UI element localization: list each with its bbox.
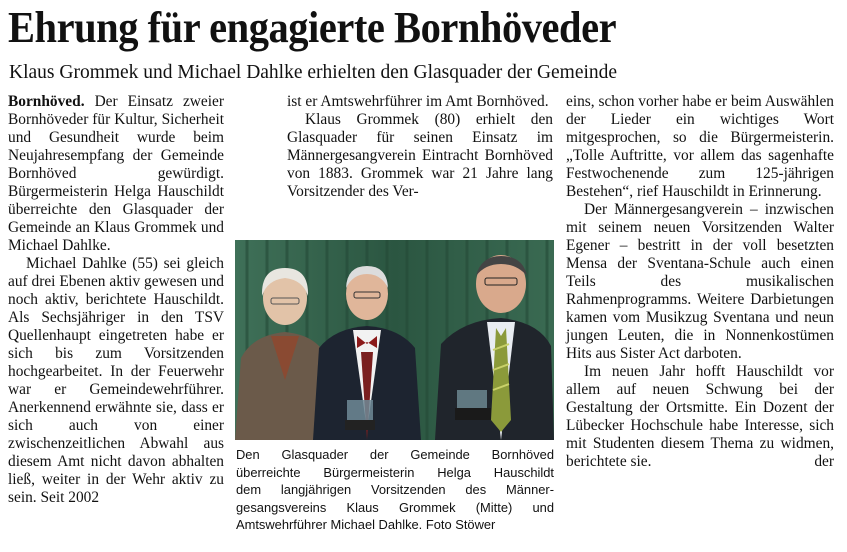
photo-illustration [235,240,554,440]
paragraph-7 [566,363,834,471]
paragraph-2: Michael Dahlke (55) sei gleich auf drei Ebenen aktiv gewesen und noch aktiv, berichtete Hauschildt. Als Sechsjähriger in den TSV Quellenhaupt eingetreten habe er sich bis zum Vorsitzenden hochgearbeitet. In der Feuerwehr war er Gemeindewehrführer. Anerkennend erwähnte sie, dass er sich auch von einer zwischenzeitlichen Abwahl aus diesem Amt nicht davon abhalten ließ, weiter in der Wehr aktiv zu sein. Seit 2002 [8,255,224,506]
headline: Ehrung für engagierte Bornhöveder [8,3,617,52]
caption-line-5: Amtswehrführer Michael Dahlke. Foto Stöwer [236,517,496,532]
caption-line-1: Den Glasquader der Gemeinde Bornhöved [236,447,554,462]
paragraph-1-text: Der Einsatz zweier Bornhöveder für Kultur, Sicherheit und Gesundheit wurde beim Neujahresempfang der Gemeinde Bornhöved gewürdigt. Bürgermeisterin Helga Hauschildt überreichte den Glasquader der Gemeinde an Klaus Grommek und Michael Dahlke. [8,93,224,254]
paragraph-5: eins, schon vorher habe er beim Auswählen der Lieder ein wichtiges Wort mitgesprochen, so die Bürgermeisterin. „Tolle Auftritte, vor allem das sagenhafte Festwochenende zum 125-jährigen Bestehen“, rief Hauschildt in Erinnerung. [566,93,834,200]
continuation-word: der [814,453,834,470]
paragraph-1 [8,93,224,255]
paragraph-3: ist er Amtswehrführer im Amt Bornhöved. [287,93,549,110]
article-column-1 [8,93,224,507]
paragraph-4: Klaus Grommek (80) erhielt den Glasquader für seinen Einsatz im Männergesangverein Eintracht Bornhöved von 1883. Grommek war 21 Jahre lang Vorsitzender des Ver- [287,111,553,200]
photo-caption [236,446,554,534]
dateline: Bornhöved. [8,93,85,110]
subheadline: Klaus Grommek und Michael Dahlke erhielten den Glasquader der Gemeinde [9,62,618,83]
paragraph-7-text: Im neuen Jahr hofft Hauschildt vor allem auf neuen Schwung bei der Gestaltung der Ortsmitte. Ein Dozent der Lübecker Hochschule habe Interesse, sich mit Studenten diesem Thema zu widmen, berichtete sie. [566,363,834,470]
caption-line-3: dem langjährigen Vorsitzenden des Männer- [236,482,554,497]
caption-line-2: überreichte Bürgermeisterin Helga Hauschildt [236,464,554,480]
article-column-3 [566,93,834,471]
award-photo [235,240,554,440]
paragraph-6: Der Männergesangverein – inzwischen mit seinem neuen Vorsitzenden Walter Egener – bestritt in der voll besetzten Mensa der Sventana-Schule auch einen Teils des musikalischen Rahmenprogramms. Weitere Darbietungen kamen vom Musikzug Sventana und neun jungen Leuten, die in Nonnenkostümen Hits aus Sister Act darboten. [566,201,834,362]
caption-line-4: gesangsvereins Klaus Grommek (Mitte) und [236,499,554,515]
article-column-2 [287,93,553,201]
